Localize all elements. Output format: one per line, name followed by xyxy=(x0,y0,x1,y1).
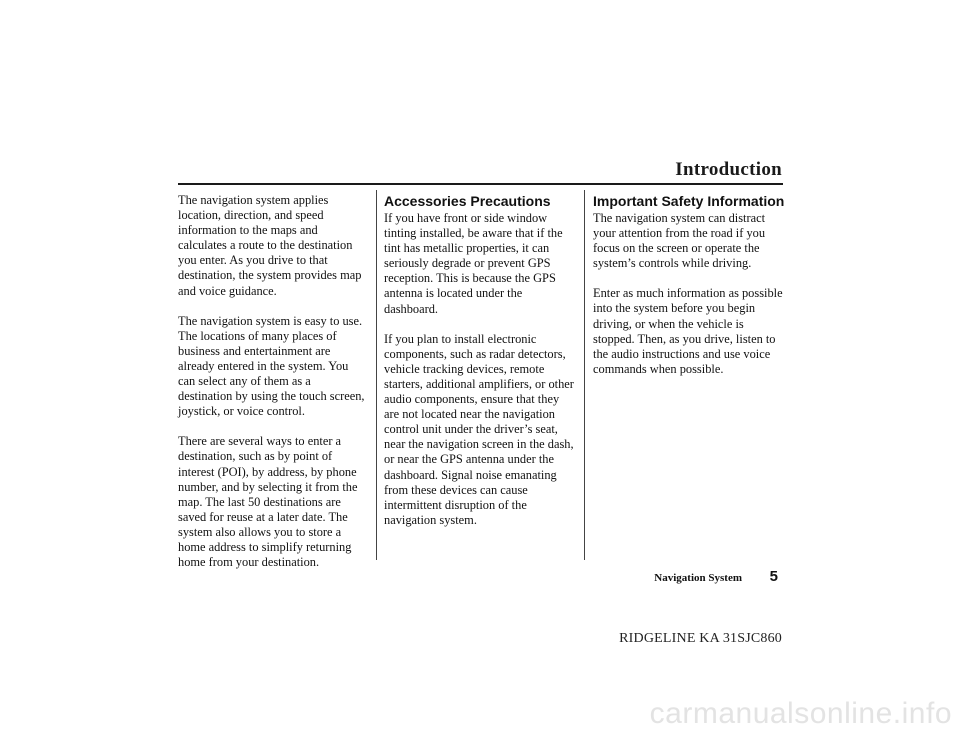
column-divider xyxy=(376,190,377,560)
accessories-paragraph-1: If you have front or side window tinting installed, be aware that if the tint has metallic properties, it can seriously degrade or prevent GPS reception. This is because the GPS antenna is located under the dashboard. xyxy=(384,211,563,316)
page-title: Introduction xyxy=(675,159,782,180)
watermark: carmanualsonline.info xyxy=(649,697,952,730)
intro-paragraph-2: The navigation system is easy to use. The locations of many places of business and entertainment are already entered in the system. You can select any of them as a destination by using the touch screen, joystick, or voice control. xyxy=(178,313,365,419)
header-rule xyxy=(178,183,783,185)
accessories-paragraph-2: If you plan to install electronic components, such as radar detectors, vehicle tracking devices, remote starters, additional amplifiers, or other audio components, ensure that they are not located near the navigation control unit under the driver’s seat, near the navigation screen in the dash, or near the GPS antenna under the dashboard. Signal noise emanating from these devices can cause intermittent disruption of the navigation system. xyxy=(384,331,574,527)
page-number: 5 xyxy=(769,568,778,585)
accessories-heading: Accessories Precautions xyxy=(384,193,551,209)
footer-section-label: Navigation System xyxy=(654,572,742,584)
safety-column xyxy=(593,193,785,392)
safety-heading: Important Safety Information xyxy=(593,193,785,209)
intro-paragraph-3: There are several ways to enter a destination, such as by point of interest (POI), by address, by phone number, and by selecting it from the map. The last 50 destinations are saved for reuse at a later date. The system also allows you to store a home address to simplify returning home from your destination. xyxy=(178,434,358,570)
document-id: RIDGELINE KA 31SJC860 xyxy=(619,631,782,646)
column-divider xyxy=(584,190,585,560)
accessories-column xyxy=(384,193,576,543)
safety-paragraph-1: The navigation system can distract your attention from the road if you focus on the screen or operate the system’s controls while driving. xyxy=(593,211,766,271)
intro-column xyxy=(178,193,368,585)
intro-paragraph-1: The navigation system applies location, direction, and speed information to the maps and calculates a route to the destination you enter. As you drive to that destination, the system provides map and voice guidance. xyxy=(178,193,362,298)
safety-paragraph-2: Enter as much information as possible into the system before you begin driving, or when the vehicle is stopped. Then, as you drive, listen to the audio instructions and use voice commands when possible. xyxy=(593,286,783,376)
